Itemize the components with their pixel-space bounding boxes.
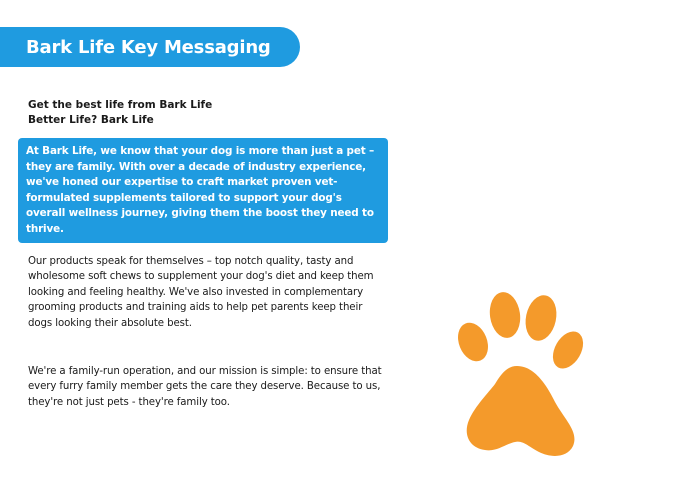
- highlight-box: [18, 138, 388, 243]
- body-paragraph-products: Our products speak for themselves – top notch quality, tasty and wholesome soft chews to supplement your dog's diet and keep them looking and feeling healthy. We've also invested in complementary grooming products and training aids to help pet parents keep their dogs looking their absolute best.: [28, 256, 374, 329]
- paw-toe-1: [455, 318, 493, 366]
- tagline: [28, 98, 212, 128]
- paw-print-icon: [455, 288, 585, 458]
- paw-toe-3: [522, 292, 561, 343]
- body-paragraph-mission: We're a family-run operation, and our mission is simple: to ensure that every furry family member gets the care they deserve. Because to us, they're not just pets - they're family too.: [28, 366, 382, 408]
- tagline-line-1: Get the best life from Bark Life: [28, 99, 213, 111]
- page-title: Bark Life Key Messaging: [26, 36, 271, 58]
- paw-main-pad: [467, 366, 575, 456]
- tagline-line-2: Better Life? Bark Life: [28, 114, 154, 126]
- highlight-text: At Bark Life, we know that your dog is more than just a pet – they are family. With over a decade of industry experience, we've honed our expertise to craft market proven vet-formulated supplements tailored to support your dog's overall wellness journey, giving them the boost they need to thrive.: [26, 145, 375, 235]
- paw-toe-4: [547, 326, 585, 374]
- paw-toe-2: [487, 290, 523, 340]
- title-banner: [0, 27, 300, 67]
